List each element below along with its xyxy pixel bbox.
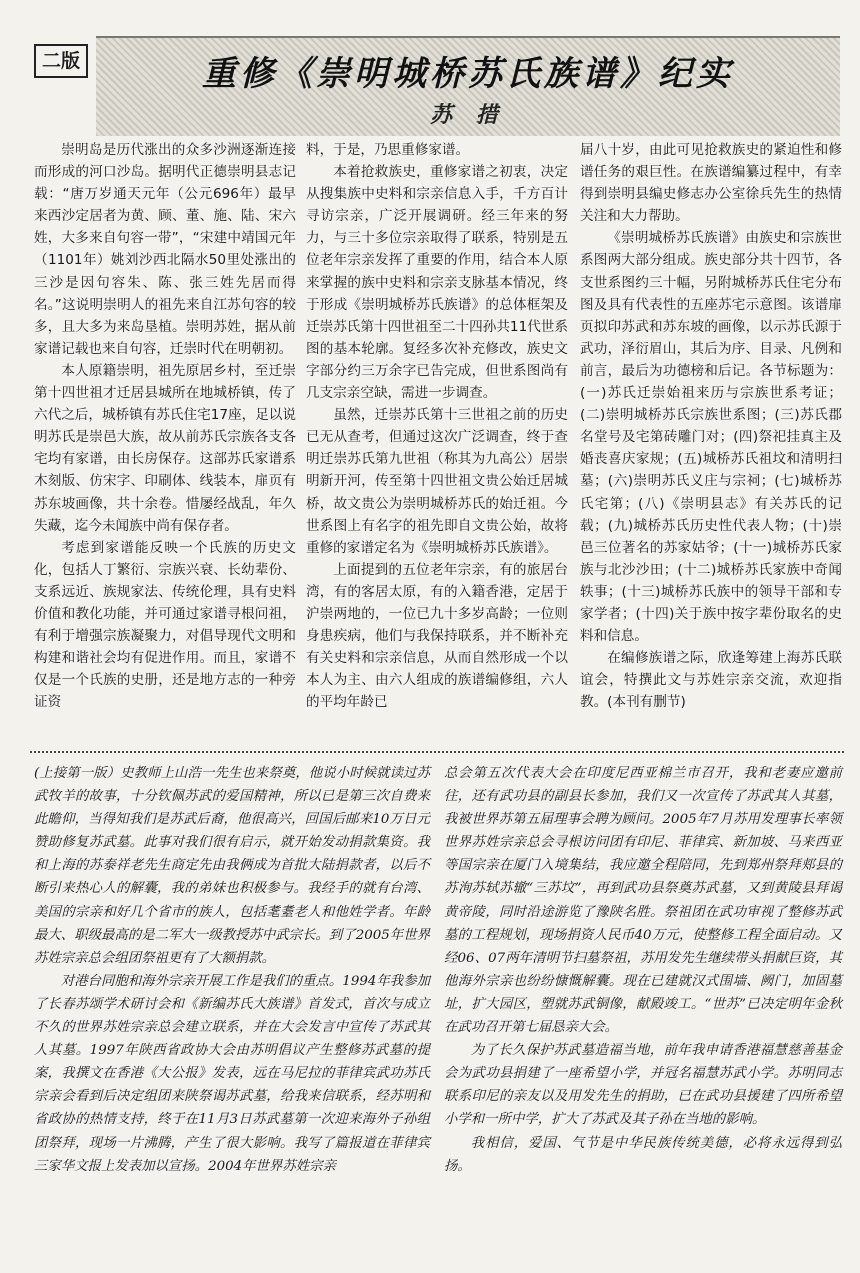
- paragraph: 本着抢救族史，重修家谱之初衷，决定从搜集族中史料和宗亲信息入手，千方百计寻访宗亲，广泛开展调研。经三年来的努力，与三十多位宗亲取得了联系，特别是五位老年宗亲发挥了重要的作用，结合本人原来掌握的族中史料和宗亲支脉基本情况，终于形成《崇明城桥苏氏族谱》的总体框架及迁崇苏氏第十四世祖至二十四孙共11代世系图的基本轮廓。复经多次补充修改，族史文字部分约三万余字已告完成，但世系图尚有几支宗亲空缺，需进一步调查。: [306, 164, 568, 402]
- paragraph: 为了长久保护苏武墓造福当地，前年我申请香港福慧慈善基金会为武功县捐建了一座希望小学，并冠名福慧苏武小学。苏明同志联系印尼的亲友以及用发先生的捐助，已在武功县援建了四所希望小学和一所中学，扩大了苏武及其子孙在当地的影响。: [444, 1043, 842, 1128]
- paragraph: 料，于是，乃思重修家谱。: [306, 142, 470, 158]
- edition-label: 二版: [34, 44, 88, 78]
- article-column-1: [34, 139, 296, 713]
- continued-column-right: [444, 762, 842, 1178]
- paragraph: 崇明岛是历代涨出的众多沙洲逐渐连接而形成的河口沙岛。据明代正德崇明县志记载：“唐万岁通天元年（公元696年）最早来西沙定居者为黄、顾、董、施、陆、宋六姓，大多来自句容一带”，“宋建中靖国元年（1101年）姚刘沙西北隔水50里处涨出的三沙是因句容朱、陈、张三姓先居而得名。”这说明崇明人的祖先来自江苏句容的较多，且大多为来岛垦植。崇明苏姓，据从前家谱记载也来自句容，迁崇时代在明朝初。: [34, 142, 296, 357]
- paragraph: 上面提到的五位老年宗亲，有的旅居台湾，有的客居太原，有的入籍香港，定居于沪崇两地的，一位已九十多岁高龄；一位则身患疾病，他们与我保持联系，并不断补充有关史料和宗亲信息，从而自然形成一个以本人为主、由六人组成的族谱编修组，六人的平均年龄已: [306, 561, 568, 711]
- section-divider: [30, 751, 844, 753]
- paragraph: 总会第五次代表大会在印度尼西亚棉兰市召开，我和老妻应邀前往，还有武功县的副县长参加，我们又一次宣传了苏武其人其墓，我被世界苏第五届理事会聘为顾问。2005年7月苏用发理事长率领世界苏姓宗亲总会寻根访问团有印尼、菲律宾、新加坡、马来西亚等国宗亲在厦门入境集结，我应邀全程陪同，先到郑州祭拜郏县的苏洵苏轼苏辙“三苏坟”，再到武功县祭奠苏武墓，又到黄陵县拜谒黄帝陵，同时沿途游览了豫陕名胜。祭祖团在武功审视了整修苏武墓的工程规划，现场捐资人民币40万元，使整修工程全面启动。又经06、07两年清明节扫墓祭祖，苏用发先生继续带头捐献巨资，其他海外宗亲也纷纷慷慨解囊。现在已建就汉式围墙、阙门，加固墓址，扩大园区，塑就苏武铜像，献殿竣工。“世苏”已决定明年金秋在武功召开第七届恳亲大会。: [444, 766, 842, 1036]
- paragraph: 届八十岁，由此可见抢救族史的紧迫性和修谱任务的艰巨性。在族谱编纂过程中，有幸得到崇明县编史修志办公室徐兵先生的热情关注和大力帮助。: [580, 142, 842, 225]
- article-author: 苏 措: [430, 102, 506, 128]
- paragraph: 我相信，爱国、气节是中华民族传统美德，必将永远得到弘扬。: [444, 1135, 842, 1174]
- paragraph: 《崇明城桥苏氏族谱》由族史和宗族世系图两大部分组成。族史部分共十四节，各支世系图约三十幅，另附城桥苏氏住宅分布图及具有代表性的五座苏宅示意图。该谱扉页拟印苏武和苏东坡的画像，以示苏氏源于武功，泽衍眉山，其后为序、目录、凡例和前言，最后为功德榜和后记。各节标题为：(一)苏氏迁崇始祖来历与宗族世系考证；(二)崇明城桥苏氏宗族世系图；(三)苏氏郡名堂号及宅第砖雕门对；(四)祭祀挂真主及婚丧喜庆家规；(五)城桥苏氏祖坟和清明扫墓；(六)崇明苏氏义庄与宗祠；(七)城桥苏氏宅第；(八)《崇明县志》有关苏氏的记载；(九)城桥苏氏历史性代表人物；(十)崇邑三位著名的苏家姑爷；(十一)城桥苏氏家族与北沙沙田；(十二)城桥苏氏家族中奇闻轶事；(十三)城桥苏氏族中的领导干部和专家学者；(十四)关于族中按字辈份取名的史料和信息。: [580, 230, 842, 645]
- article-column-3: [580, 139, 842, 713]
- paragraph: (上接第一版）史教师上山浩一先生也来祭奠，他说小时候就读过苏武牧羊的故事，十分钦佩苏武的爱国精神，所以已是第三次自费来此瞻仰，当得知我们是苏武后裔，他很高兴，回国后邮来10万日元赞助修复苏武墓。此事对我们很有启示，就开始发动捐款集资。我和上海的苏泰祥老先生商定先由我俩成为首批大陆捐款者，以后不断引来热心人的解囊，我的弟妹也积极参与。我经手的就有台湾、美国的宗亲和好几个省市的族人，包括耄耋老人和他姓学者。年龄最大、职级最高的是二军大一级教授苏中武宗长。到了2005年世界苏姓宗亲总会组团祭祖更有了大额捐款。: [34, 766, 430, 966]
- article-column-2: [306, 139, 568, 713]
- paragraph: 考虑到家谱能反映一个氏族的历史文化，包括人丁繁衍、宗族兴衰、长幼辈份、支系远近、族规家法、传统伦理，具有史料价值和教化功能，并可通过家谱寻根问祖，有利于增强宗族凝聚力，对倡导现代文明和构建和谐社会均有促进作用。而且，家谱不仅是一个氏族的史册，还是地方志的一种旁证资: [34, 539, 296, 711]
- continued-column-left: [34, 762, 430, 1178]
- paragraph: 虽然，迁崇苏氏第十三世祖之前的历史已无从查考，但通过这次广泛调查，终于查明迁崇苏氏第九世祖（称其为九高公）居崇明新开河，传至第十四世祖文贵公始迁居城桥，故文贵公为崇明城桥苏氏的始迁祖。今世系图上有名字的祖先即自文贵公始，故将重修的家谱定名为《崇明城桥苏氏族谱》。: [306, 407, 568, 556]
- paragraph: 在编修族谱之际，欣逢筹建上海苏氏联谊会，特撰此文与苏姓宗亲交流，欢迎指教。(本刊有删节): [580, 650, 842, 711]
- paragraph: 本人原籍崇明，祖先原居乡村，至迁崇第十四世祖才迁居县城所在地城桥镇，传了六代之后，城桥镇有苏氏住宅17座，足以说明苏氏是崇邑大族，故从前苏氏宗族各支各宅均有家谱，由长房保存。这部苏氏家谱系木刻版、仿宋字、印刷体、线装本，扉页有苏东坡画像，共十余卷。惜屡经战乱，年久失藏，迄今未闻族中尚有保存者。: [34, 362, 296, 534]
- paragraph: 对港台同胞和海外宗亲开展工作是我们的重点。1994年我参加了长春苏颂学术研讨会和《新编苏氏大族谱》首发式，首次与成立不久的世界苏姓宗亲总会建立联系，并在大会发言中宣传了苏武其人其墓。1997年陕西省政协大会由苏明倡议产生整修苏武墓的提案，我撰文在香港《大公报》发表，远在马尼拉的菲律宾武功苏氏宗亲会看到后决定组团来陕祭谒苏武墓，给我来信联系，经苏明和省政协的热情支持，终于在11月3日苏武墓第一次迎来海外子孙组团祭拜，现场一片沸腾，产生了很大影响。我写了篇报道在菲律宾三家华文报上发表加以宣扬。2004年世界苏姓宗亲: [34, 973, 430, 1174]
- article-title: 重修《崇明城桥苏氏族谱》纪实: [202, 54, 734, 94]
